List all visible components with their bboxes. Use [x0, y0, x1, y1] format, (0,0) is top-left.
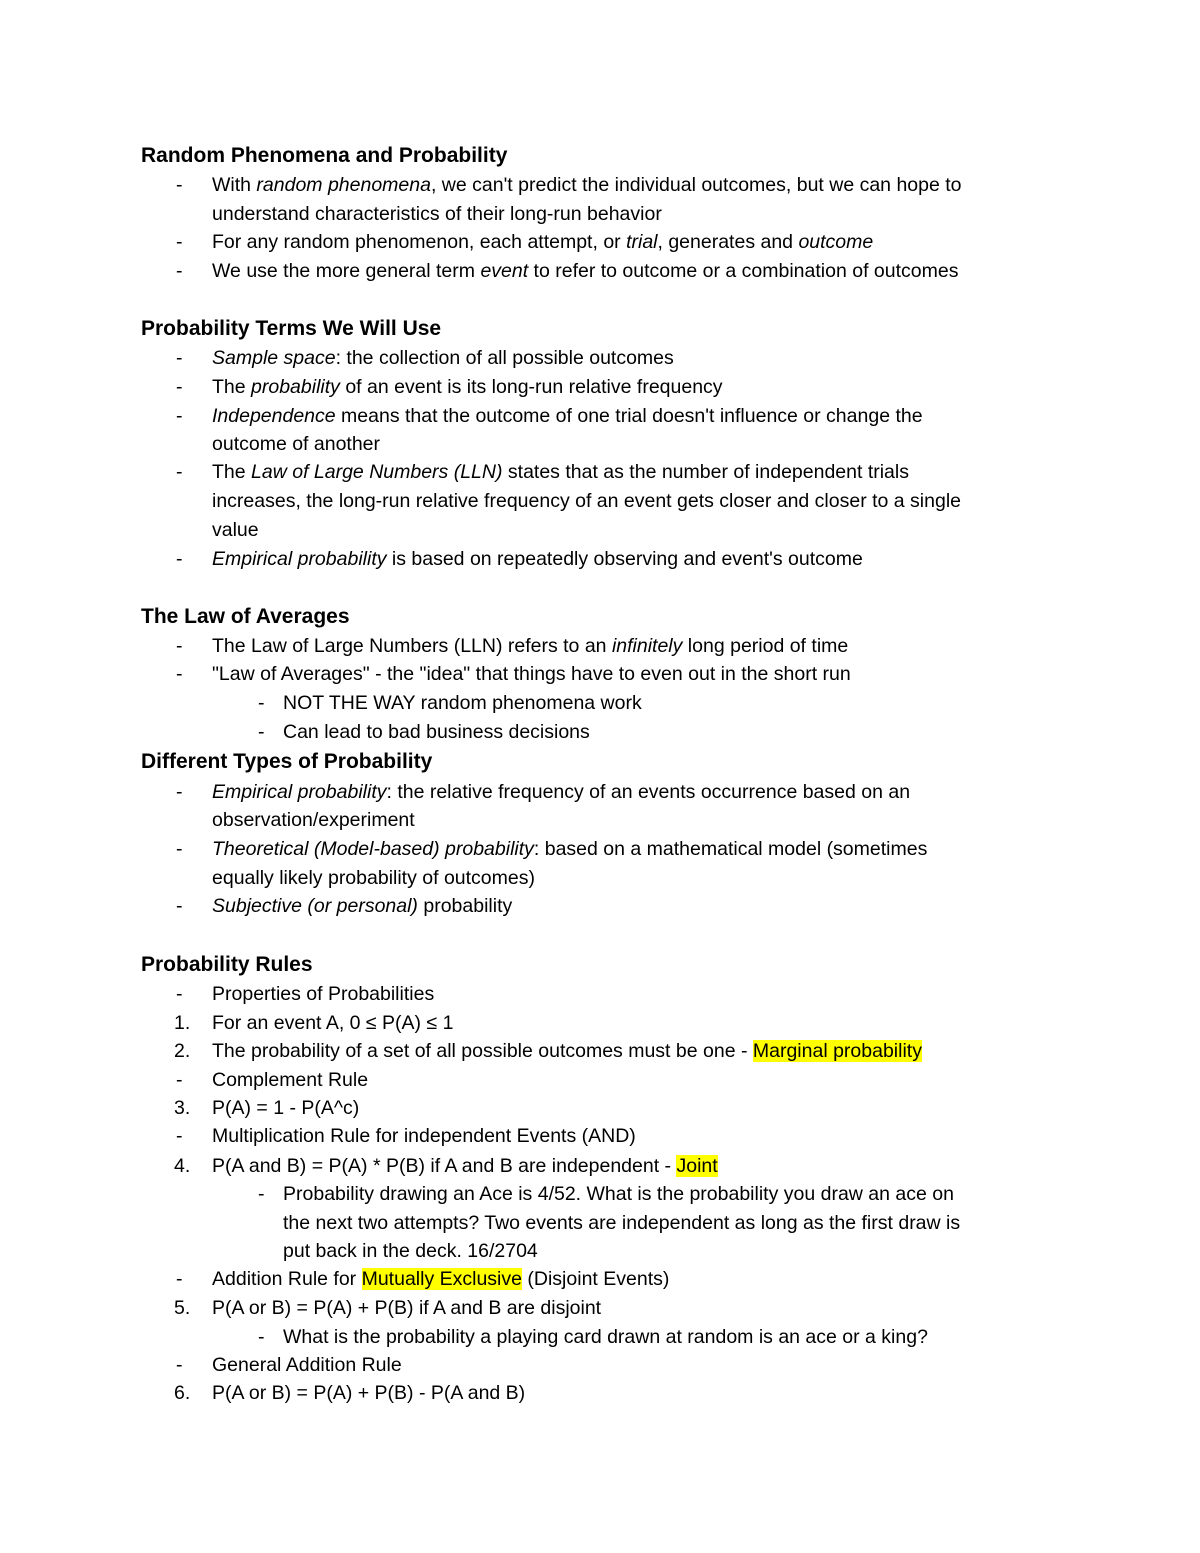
list-number: 2. [174, 1040, 191, 1062]
bullet-dash: - [258, 721, 265, 743]
bullet-dash: - [176, 1125, 183, 1147]
item-text: What is the probability a playing card drawn at random is an ace or a king? [283, 1326, 928, 1348]
item-italic-term: Theoretical (Model-based) probability [212, 838, 534, 860]
list-number: 6. [174, 1382, 191, 1404]
bullet-dash: - [176, 983, 183, 1005]
item-text: value [212, 519, 259, 541]
highlighted-term: Marginal probability [752, 1040, 922, 1062]
item-italic-term: Empirical probability [212, 781, 387, 803]
section-heading-law-of-averages: The Law of Averages [141, 605, 350, 628]
item-text: Can lead to bad business decisions [283, 721, 590, 743]
item-text: , generates and [657, 231, 799, 253]
list-number: 5. [174, 1297, 191, 1319]
item-italic-term: random phenomena [256, 174, 431, 196]
section-heading-types-of-probability: Different Types of Probability [141, 750, 433, 773]
item-text: , we can't predict the individual outcomes, but we can hope to [430, 174, 962, 196]
item-text: We use the more general term [212, 260, 481, 282]
bullet-dash: - [176, 635, 183, 657]
bullet-dash: - [176, 231, 183, 253]
item-text: : the relative frequency of an events occurrence based on an [386, 781, 911, 803]
section-heading-probability-rules: Probability Rules [141, 953, 313, 976]
item-text: For an event A, 0 ≤ P(A) ≤ 1 [212, 1012, 454, 1034]
item-text: P(A or B) = P(A) + P(B) if A and B are disjoint [212, 1297, 602, 1319]
item-italic-term: Law of Large Numbers (LLN) [251, 461, 503, 483]
bullet-dash: - [176, 838, 183, 860]
item-text: The [212, 376, 252, 398]
item-italic-term: event [480, 260, 529, 282]
item-text: Complement Rule [212, 1069, 369, 1091]
bullet-dash: - [176, 1354, 183, 1376]
bullet-dash: - [176, 260, 183, 282]
item-text: to refer to outcome or a combination of outcomes [528, 260, 959, 282]
item-text: General Addition Rule [212, 1354, 402, 1376]
bullet-dash: - [176, 895, 183, 917]
item-text: observation/experiment [212, 809, 415, 831]
item-text: understand characteristics of their long-run behavior [212, 203, 662, 225]
item-text: the next two attempts? Two events are independent as long as the first draw is [283, 1212, 961, 1234]
list-number: 1. [174, 1012, 191, 1034]
item-text: long period of time [682, 635, 849, 657]
bullet-dash: - [176, 405, 183, 427]
bullet-dash: - [176, 174, 183, 196]
item-text: The [212, 461, 252, 483]
item-italic-term: Independence [212, 405, 336, 427]
item-text: equally likely probability of outcomes) [212, 867, 535, 889]
bullet-dash: - [258, 1326, 265, 1348]
item-text: The probability of a set of all possible outcomes must be one - [212, 1040, 753, 1062]
item-text: states that as the number of independent trials [502, 461, 909, 483]
item-italic-term: outcome [798, 231, 874, 253]
section-heading-random-phenomena: Random Phenomena and Probability [141, 144, 508, 167]
item-text: With [212, 174, 257, 196]
item-text: Addition Rule for [212, 1268, 362, 1290]
item-text: P(A) = 1 - P(A^c) [212, 1097, 360, 1119]
item-text: probability [417, 895, 513, 917]
item-italic-term: probability [251, 376, 340, 398]
highlighted-term: Mutually Exclusive [361, 1268, 522, 1290]
item-text: (Disjoint Events) [521, 1268, 670, 1290]
item-text: Properties of Probabilities [212, 983, 435, 1005]
bullet-dash: - [258, 1183, 265, 1205]
item-italic-term: Empirical probability [212, 548, 387, 570]
bullet-dash: - [176, 461, 183, 483]
list-number: 3. [174, 1097, 191, 1119]
item-text: means that the outcome of one trial doesn't influence or change the [335, 405, 923, 427]
bullet-dash: - [176, 663, 183, 685]
item-text: Multiplication Rule for independent Events (AND) [212, 1125, 636, 1147]
bullet-dash: - [176, 548, 183, 570]
item-text: The Law of Large Numbers (LLN) refers to an [212, 635, 612, 657]
bullet-dash: - [176, 1268, 183, 1290]
list-number: 4. [174, 1155, 191, 1177]
item-text: P(A and B) = P(A) * P(B) if A and B are independent - [212, 1155, 677, 1177]
item-text: increases, the long-run relative frequency of an event gets closer and closer to a single [212, 490, 962, 512]
item-text: outcome of another [212, 433, 381, 455]
item-italic-term: trial [626, 231, 658, 253]
item-text: "Law of Averages" - the "idea" that things have to even out in the short run [212, 663, 851, 685]
item-text: : based on a mathematical model (sometimes [533, 838, 928, 860]
item-text: of an event is its long-run relative frequency [339, 376, 723, 398]
item-text: For any random phenomenon, each attempt, or [212, 231, 627, 253]
item-italic-term: Subjective (or personal) [212, 895, 418, 917]
item-italic-term: Sample space [212, 347, 336, 369]
bullet-dash: - [176, 376, 183, 398]
section-heading-probability-terms: Probability Terms We Will Use [141, 317, 442, 340]
highlighted-term: Joint [676, 1155, 718, 1177]
bullet-dash: - [176, 347, 183, 369]
item-text: NOT THE WAY random phenomena work [283, 692, 642, 714]
item-text: Probability drawing an Ace is 4/52. What is the probability you draw an ace on [283, 1183, 954, 1205]
item-text: is based on repeatedly observing and event's outcome [386, 548, 863, 570]
bullet-dash: - [176, 781, 183, 803]
bullet-dash: - [258, 692, 265, 714]
item-text: put back in the deck. 16/2704 [283, 1240, 538, 1262]
item-text: P(A or B) = P(A) + P(B) - P(A and B) [212, 1382, 526, 1404]
bullet-dash: - [176, 1069, 183, 1091]
item-italic-term: infinitely [611, 635, 683, 657]
item-text: : the collection of all possible outcomes [335, 347, 674, 369]
